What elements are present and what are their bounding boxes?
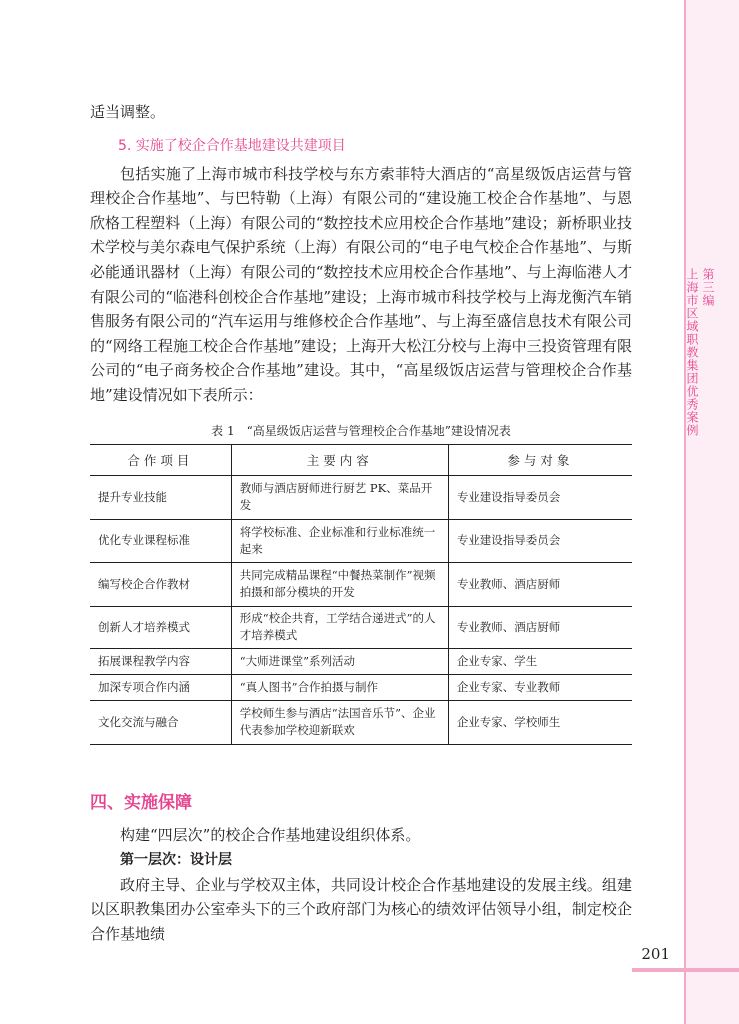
table-cell: 创新人才培养模式 — [90, 606, 231, 648]
table-cell: 学校师生参与酒店“法国音乐节”、企业代表参加学校迎新联欢 — [231, 700, 448, 744]
table-cell: “真人图书”合作拍摄与制作 — [231, 674, 448, 700]
table-row — [90, 700, 632, 744]
table-cell: 企业专家、学生 — [448, 648, 632, 674]
layer-1-heading: 第一层次：设计层 — [120, 852, 232, 869]
chapter-side-label — [685, 268, 716, 437]
section-4-heading: 四、实施保障 — [90, 792, 192, 813]
table-cell: 形成“校企共育，工学结合递进式”的人才培养模式 — [231, 606, 448, 648]
section-5-paragraph: 包括实施了上海市城市科技学校与东方索菲特大酒店的“高星级饭店运营与管理校企合作基地”、与巴特勒（上海）有限公司的“建设施工校企合作基地”、与恩欣格工程塑料（上海）有限公司的“数控技术应用校企合作基地”建设；新桥职业技术学校与美尔森电气保护系统（上海）有限公司的“电子电气校企合作基地”、与斯必能通讯器材（上海）有限公司的“数控技术应用校企合作基地”、与上海临港人才有限公司的“临港科创校企合作基地”建设；上海市城市科技学校与上海龙衡汽车销售服务有限公司的“汽车运用与维修校企合作基地”、与上海至盛信息技术有限公司的“网络工程施工校企合作基地”建设；上海开大松江分校与上海中三投资管理有限公司的“电子商务校企合作基地”建设。其中，“高星级饭店运营与管理校企合作基地”建设情况如下表所示： — [90, 164, 632, 404]
header-project: 合作项目 — [90, 444, 231, 475]
table-row — [90, 648, 632, 674]
table-cell: 加深专项合作内涵 — [90, 674, 231, 700]
table-row — [90, 475, 632, 519]
table-cell: 企业专家、专业教师 — [448, 674, 632, 700]
table-cell: 企业专家、学校师生 — [456, 714, 561, 729]
table-cell: 将学校标准、企业标准和行业标准统一起来 — [231, 519, 448, 562]
table-cell: 优化专业课程标准 — [90, 519, 231, 562]
table-row — [90, 562, 632, 606]
table-row — [90, 606, 632, 648]
table-cell: 专业教师、酒店厨师 — [448, 606, 632, 648]
table-row — [90, 674, 632, 700]
layer-1-heading-line — [90, 847, 632, 873]
table-cell: 拓展课程教学内容 — [90, 648, 231, 674]
cooperation-table — [90, 444, 632, 745]
table-cell: 共同完成精品课程“中餐热菜制作”视频拍摄和部分模块的开发 — [231, 562, 448, 606]
page-number: 201 — [641, 945, 670, 963]
table-cell: 提升专业技能 — [90, 475, 231, 519]
section-5-heading: 5. 实施了校企合作基地建设共建项目 — [118, 137, 346, 154]
table-cell: 教师与酒店厨师进行厨艺 PK、菜品开发 — [231, 475, 448, 519]
table-caption: 表 1 “高星级饭店运营与管理校企合作基地”建设情况表 — [211, 423, 511, 438]
main-content — [90, 100, 632, 947]
continued-line: 适当调整。 — [90, 103, 166, 121]
table-row — [90, 519, 632, 562]
chapter-title: 上海市区域职教集团优秀案例 — [685, 268, 699, 437]
header-participants: 参与对象 — [448, 444, 632, 475]
table-cell: 专业教师、酒店厨师 — [448, 562, 632, 606]
chapter-name: 第三编 — [701, 268, 715, 307]
chapter-side-tab — [686, 0, 739, 1024]
table-cell: 文化交流与融合 — [98, 714, 179, 729]
layer-1-paragraph: 政府主导、企业与学校双主体，共同设计校企合作基地建设的发展主线。组建以区职教集团办公室牵头下的三个政府部门为核心的绩效评估领导小组，制定校企合作基地绩 — [90, 875, 632, 943]
table-cell: “大师进课堂”系列活动 — [231, 648, 448, 674]
header-content: 主要内容 — [231, 444, 448, 475]
table-cell: 编写校企合作教材 — [90, 562, 231, 606]
table-cell: 专业建设指导委员会 — [448, 519, 632, 562]
footer-band — [632, 968, 739, 972]
table-header-row — [90, 444, 632, 475]
section-4-intro: 构建“四层次”的校企合作基地建设组织体系。 — [120, 825, 421, 844]
table-cell: 专业建设指导委员会 — [448, 475, 632, 519]
